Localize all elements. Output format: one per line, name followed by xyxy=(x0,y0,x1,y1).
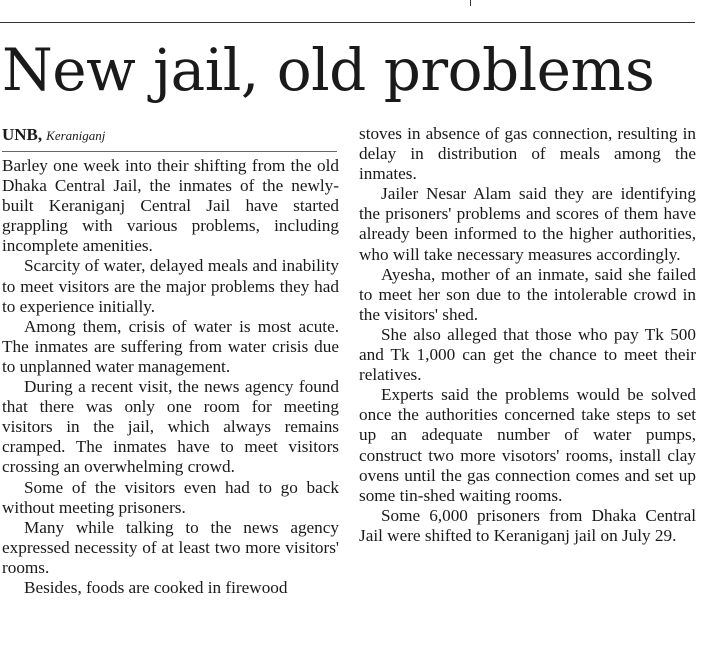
paragraph: Some of the visitors even had to go back without meeting prisoners. xyxy=(2,477,339,517)
top-column-tick xyxy=(470,0,471,6)
paragraph: Jailer Nesar Alam said they are identifying the prisoners' problems and scores of them have already been informed to the higher authorities, who will take necessary measures accordingly. xyxy=(359,184,696,264)
paragraph: Many while talking to the news agency expressed necessity of at least two more visitors' rooms. xyxy=(2,517,339,577)
paragraph: Ayesha, mother of an inmate, said she failed to meet her son due to the intolerable crowd in the visitors' shed. xyxy=(359,264,696,324)
article-column-left xyxy=(2,124,339,598)
paragraph: Among them, crisis of water is most acute. The inmates are suffering from water crisis due to unplanned water management. xyxy=(2,316,339,376)
article-column-right xyxy=(359,124,696,546)
paragraph: Scarcity of water, delayed meals and inability to meet visitors are the major problems they had to experience initially. xyxy=(2,256,339,316)
top-rule xyxy=(0,22,695,23)
byline xyxy=(2,124,337,152)
headline: New jail, old problems xyxy=(2,36,655,104)
paragraph: stoves in absence of gas connection, resulting in delay in distribution of meals among the inmates. xyxy=(359,124,696,184)
paragraph: During a recent visit, the news agency found that there was only one room for meeting visitors in the jail, which always remains cramped. The inmates have to meet visitors crossing an overwhelming crowd. xyxy=(2,377,339,477)
paragraph: Some 6,000 prisoners from Dhaka Central Jail were shifted to Keraniganj jail on July 29. xyxy=(359,505,696,545)
paragraph: She also alleged that those who pay Tk 500 and Tk 1,000 can get the chance to meet their relatives. xyxy=(359,324,696,385)
byline-place: Keraniganj xyxy=(46,128,106,143)
paragraph: Barley one week into their shifting from the old Dhaka Central Jail, the inmates of the newly-built Keraniganj Central Jail have started grappling with various problems, including incomplete amenities. xyxy=(2,156,339,256)
paragraph: Besides, foods are cooked in firewood xyxy=(24,577,288,597)
paragraph: Experts said the problems would be solved once the authorities concerned take steps to set up an adequate number of water pumps, construct two more visotors' rooms, install clay ovens until the gas connection comes and set up some tin-shed waiting rooms. xyxy=(359,385,696,505)
byline-agency: UNB, xyxy=(2,125,43,144)
